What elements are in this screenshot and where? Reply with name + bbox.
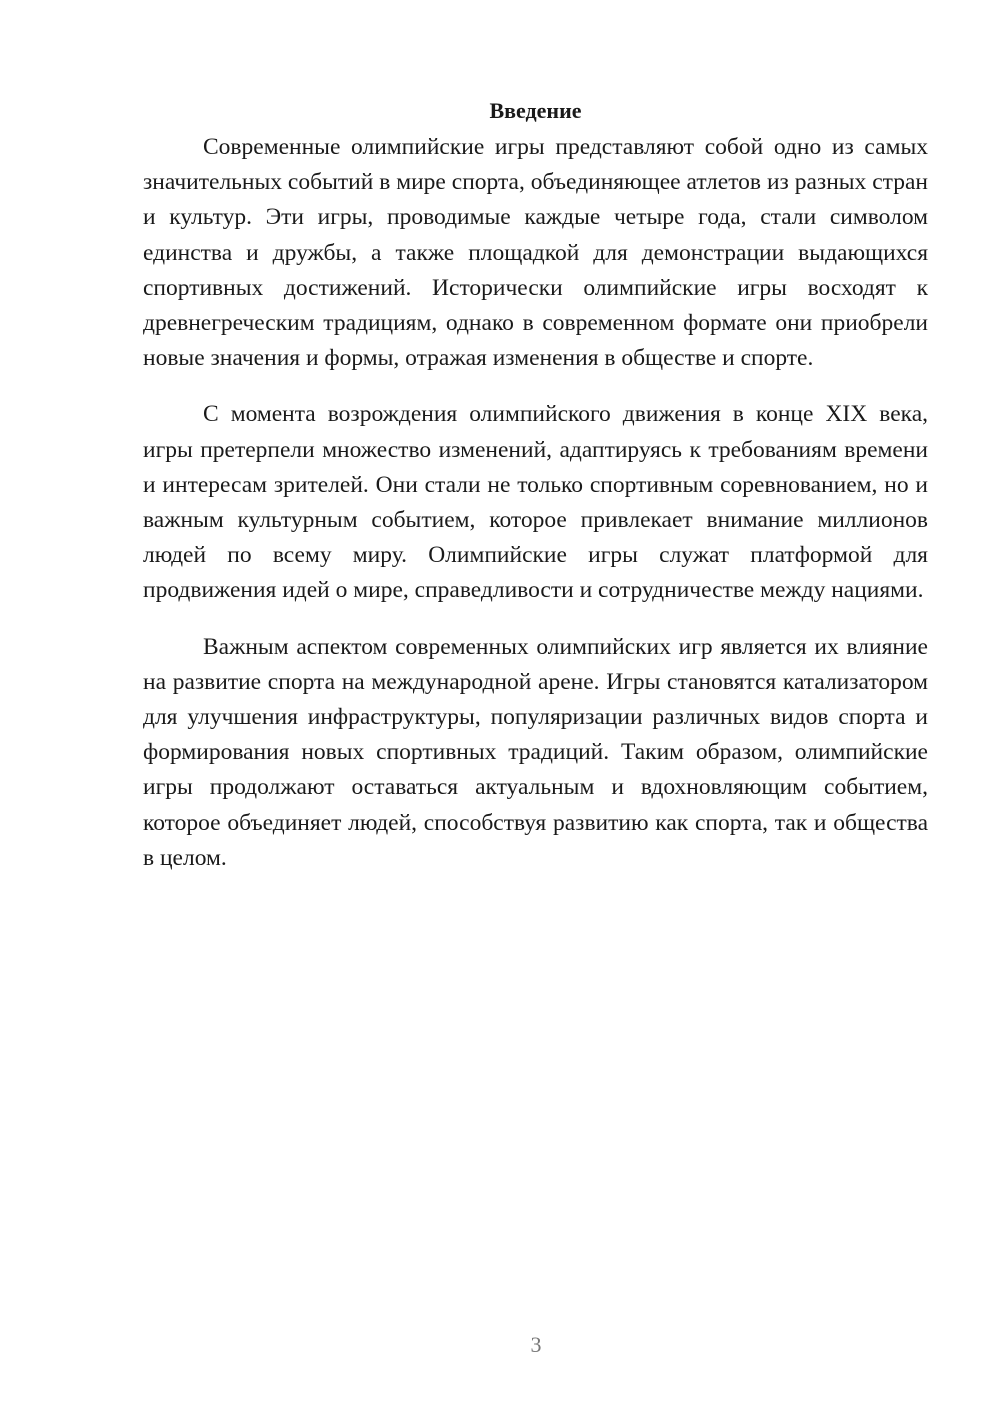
paragraph-3: Важным аспектом современных олимпийских игр является их влияние на развитие спорта на международной арене. Игры становятся катализатором для улучшения инфраструктуры, популяризации различных видов спорта и формирования новых спортивных традиций. Таким образом, олимпийские игры продолжают оставаться актуальным и вдохновляющим событием, которое объединяет людей, способствуя развитию как спорта, так и общества в целом.: [143, 633, 928, 871]
paragraph-1: Современные олимпийские игры представляют собой одно из самых значительных событий в мире спорта, объединяющее атлетов из разных стран и культур. Эти игры, проводимые каждые четыре года, стали символом единства и дружбы, а также площадкой для демонстрации выдающихся спортивных достижений. Исторически олимпийские игры восходят к древнегреческим традициям, однако в современном формате они приобрели новые значения и формы, отражая изменения в обществе и спорте.: [143, 134, 928, 372]
paragraph-2: С момента возрождения олимпийского движения в конце XIX века, игры претерпели множество изменений, адаптируясь к требованиям времени и интересам зрителей. Они стали не только спортивным соревнованием, но и важным культурным событием, которое привлекает внимание миллионов людей по всему миру. Олимпийские игры служат платформой для продвижения идей о мире, справедливости и сотрудничестве между нациями.: [143, 401, 928, 604]
page-content: [143, 96, 928, 897]
section-title: Введение: [489, 98, 582, 123]
page-number: 3: [530, 1332, 542, 1357]
